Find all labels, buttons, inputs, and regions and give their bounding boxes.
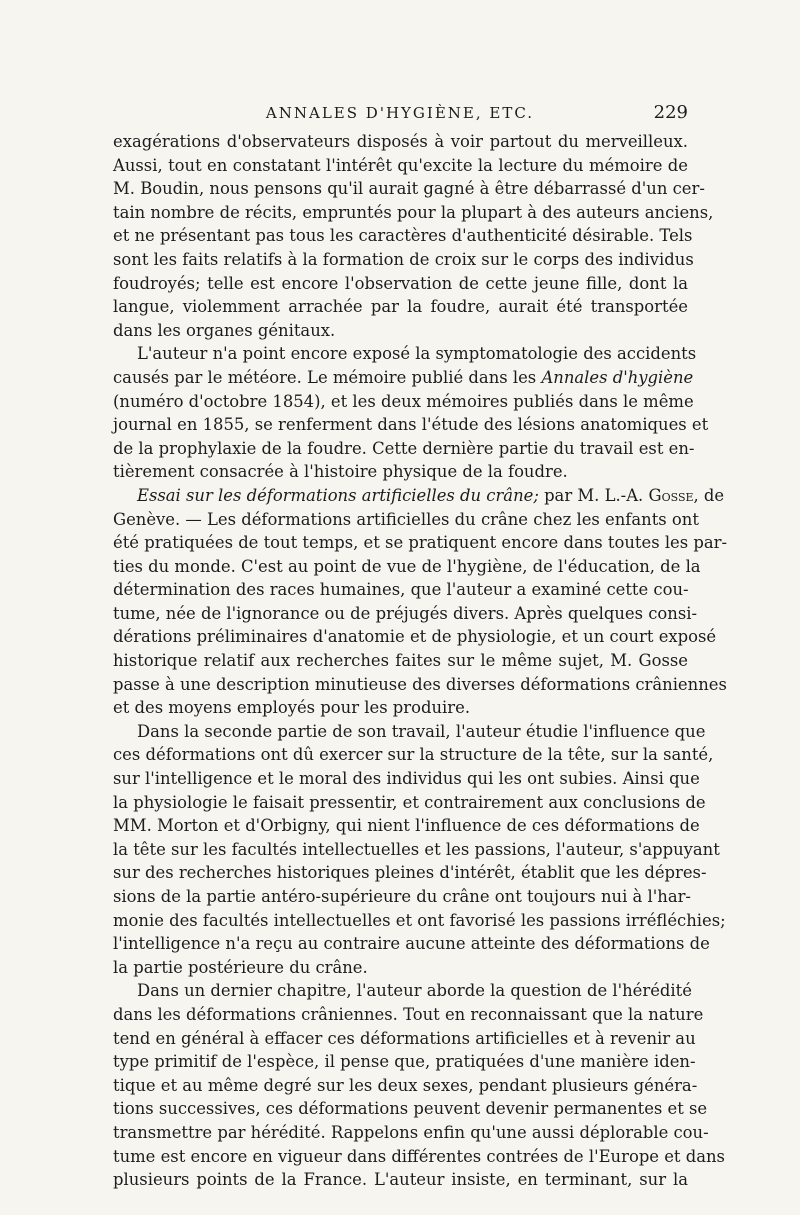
- text-line: tume, née de l'ignorance ou de préjugés divers. Après quelques consi-: [113, 603, 698, 623]
- text-line: de la prophylaxie de la foudre. Cette dernière partie du travail est en-: [113, 438, 695, 458]
- text-line: ties du monde. C'est au point de vue de l'hygiène, de l'éducation, de la: [113, 556, 701, 576]
- text-line: Aussi, tout en constatant l'intérêt qu'excite la lecture du mémoire de: [113, 155, 688, 175]
- text-line: type primitif de l'espèce, il pense que, pratiquées d'une manière iden-: [113, 1052, 696, 1072]
- text-fragment: par M. L.-A.: [538, 485, 649, 505]
- text-line: été pratiquées de tout temps, et se pratiquent encore dans toutes les par-: [113, 533, 728, 553]
- text-line: sur l'intelligence et le moral des individus qui les ont subies. Ainsi que: [113, 769, 700, 789]
- text-line: sions de la partie antéro-supérieure du crâne ont toujours nui à l'har-: [113, 887, 691, 906]
- text-line: Dans la seconde partie de son travail, l'auteur étudie l'influence que: [137, 721, 706, 741]
- text-line: transmettre par hérédité. Rappelons enfin qu'une aussi déplorable cou-: [113, 1122, 709, 1142]
- review-title: Essai sur les déformations artificielles du crâne;: [137, 485, 539, 505]
- text-line: tend en général à effacer ces déformations artificielles et à revenir au: [113, 1028, 696, 1048]
- text-line: ces déformations ont dû exercer sur la structure de la tête, sur la santé,: [113, 745, 714, 765]
- text-line: et ne présentant pas tous les caractères d'authenticité désirable. Tels: [113, 226, 693, 246]
- text-fragment: , de: [693, 485, 725, 505]
- page-number: 229: [653, 102, 688, 123]
- text-line: tume est encore en vigueur dans différentes contrées de l'Europe et dans: [113, 1146, 725, 1166]
- text-line: dans les déformations crâniennes. Tout en reconnaissant que la nature: [113, 1004, 704, 1024]
- text-line: historique relatif aux recherches faites sur le même sujet, M. Gosse: [113, 651, 688, 671]
- text-line: MM. Morton et d'Orbigny, qui nient l'influence de ces déformations de: [113, 816, 700, 836]
- text-line: et des moyens employés pour les produire.: [113, 698, 471, 718]
- text-line: la tête sur les facultés intellectuelles et les passions, l'auteur, s'appuyant: [113, 839, 720, 859]
- text-line: tions successives, ces déformations peuvent devenir permanentes et se: [113, 1099, 708, 1119]
- text-line: monie des facultés intellectuelles et ont favorisé les passions irréfléchies;: [113, 910, 726, 930]
- text-line: détermination des races humaines, que l'auteur a examiné cette cou-: [113, 580, 689, 600]
- text-line: M. Boudin, nous pensons qu'il aurait gagné à être débarrassé d'un cer-: [113, 179, 705, 199]
- text-line: sont les faits relatifs à la formation de croix sur le corps des individus: [113, 249, 694, 269]
- text-line: L'auteur n'a point encore exposé la symptomatologie des accidents: [137, 344, 697, 364]
- text-line: journal en 1855, se renferment dans l'étude des lésions anatomiques et: [113, 415, 709, 435]
- text-line: langue, violemment arrachée par la foudre, aurait été transportée: [113, 297, 688, 317]
- body-text: [113, 130, 728, 1192]
- text-line: tique et au même degré sur les deux sexes, pendant plusieurs généra-: [113, 1075, 698, 1095]
- text-line: passe à une description minutieuse des diverses déformations crâniennes: [113, 674, 727, 694]
- text-line: dans les organes génitaux.: [113, 320, 336, 340]
- text-line: dérations préliminaires d'anatomie et de physiologie, et un court exposé: [113, 627, 717, 647]
- text-line: exagérations d'observateurs disposés à voir partout du merveilleux.: [113, 132, 688, 151]
- text-line: plusieurs points de la France. L'auteur insiste, en terminant, sur la: [113, 1170, 688, 1190]
- text-fragment: causés par le météore. Le mémoire publié dans les: [113, 367, 542, 387]
- text-line: (numéro d'octobre 1854), et les deux mémoires publiés dans le même: [113, 391, 694, 411]
- running-head: [112, 100, 688, 128]
- text-line: sur des recherches historiques pleines d'intérêt, établit que les dépres-: [113, 863, 707, 883]
- text-line: tièrement consacrée à l'histoire physique de la foudre.: [113, 462, 568, 482]
- running-title: ANNALES D'HYGIÈNE, ETC.: [265, 104, 535, 122]
- text-line: la physiologie le faisait pressentir, et contrairement aux conclusions de: [113, 792, 706, 812]
- text-line: l'intelligence n'a reçu au contraire aucune atteinte des déformations de: [113, 934, 710, 954]
- text-line: tain nombre de récits, empruntés pour la plupart à des auteurs anciens,: [113, 202, 714, 222]
- annales-title: Annales d'hygiène: [541, 367, 694, 387]
- text-line: foudroyés; telle est encore l'observation de cette jeune fille, dont la: [113, 273, 688, 293]
- text-line: Genève. — Les déformations artificielles du crâne chez les enfants ont: [113, 509, 699, 529]
- author-name: Gosse: [648, 485, 694, 505]
- text-line-with-title: [113, 366, 694, 390]
- text-line: la partie postérieure du crâne.: [113, 957, 368, 977]
- text-line: Dans un dernier chapitre, l'auteur aborde la question de l'hérédité: [137, 981, 692, 1001]
- review-heading-line: [113, 484, 725, 508]
